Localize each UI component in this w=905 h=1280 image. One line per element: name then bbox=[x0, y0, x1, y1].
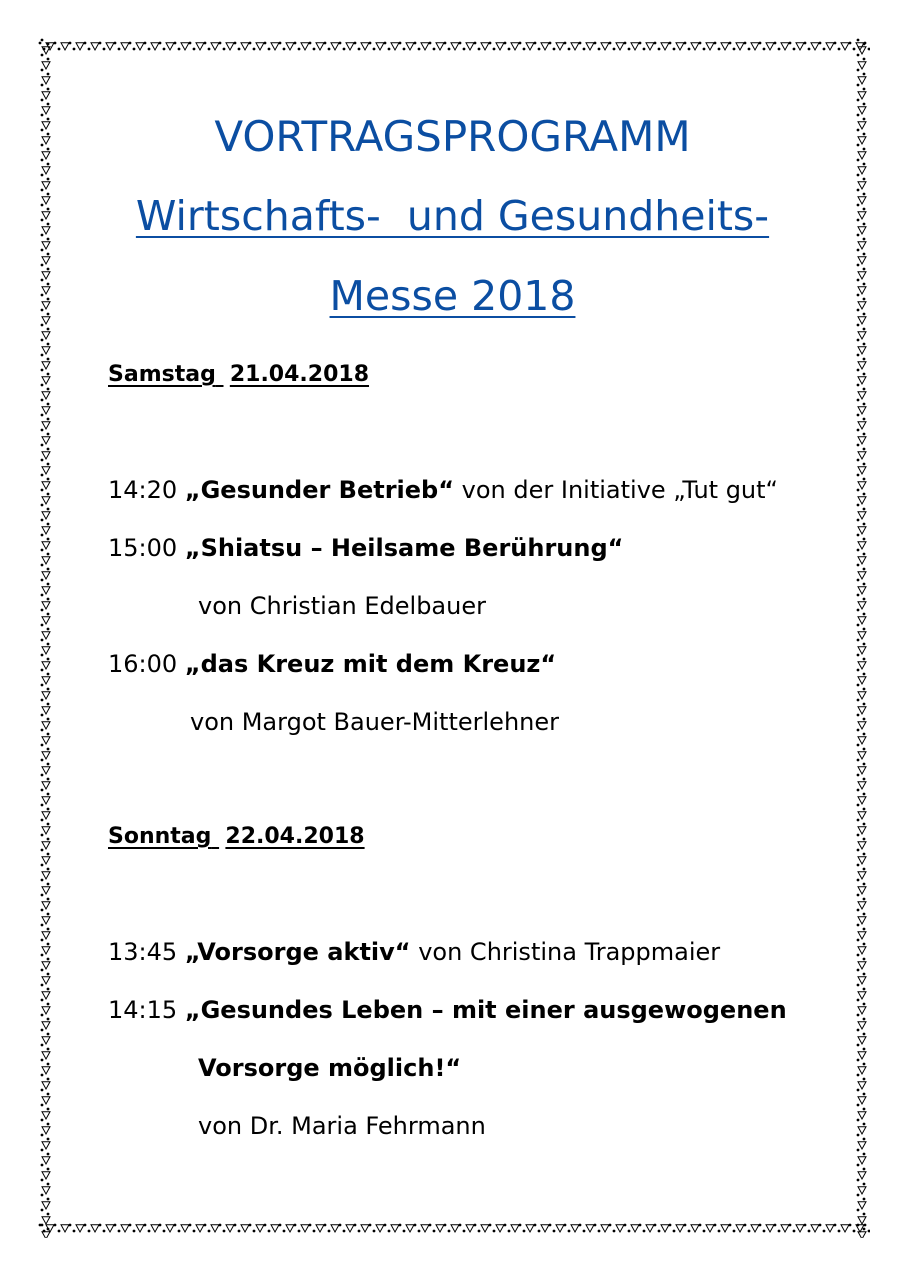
talk-speaker: von Dr. Maria Fehrmann bbox=[198, 1112, 486, 1140]
talk-title: „Gesunder Betrieb“ bbox=[184, 476, 455, 504]
talk-speaker: von Christian Edelbauer bbox=[198, 592, 486, 620]
talk-title: „Vorsorge aktiv“ bbox=[184, 938, 411, 966]
talk-row bbox=[108, 938, 720, 966]
talk-row bbox=[108, 650, 556, 678]
sunday-date: 22.04.2018 bbox=[225, 824, 365, 849]
saturday-heading bbox=[108, 362, 369, 387]
sunday-heading bbox=[108, 824, 365, 849]
title-line-3 bbox=[60, 272, 845, 320]
talk-time: 15:00 bbox=[108, 534, 178, 562]
talk-speaker: von Margot Bauer-Mitterlehner bbox=[190, 708, 559, 736]
talk-time: 16:00 bbox=[108, 650, 178, 678]
talk-row bbox=[108, 534, 623, 562]
talk-speaker: von Christina Trappmaier bbox=[418, 938, 721, 966]
talk-title: Vorsorge möglich!“ bbox=[198, 1054, 462, 1082]
talk-time: 14:15 bbox=[108, 996, 178, 1024]
talk-speaker: von der Initiative „Tut gut“ bbox=[461, 476, 778, 504]
talk-title: „Shiatsu – Heilsame Berührung“ bbox=[184, 534, 624, 562]
talk-row bbox=[108, 476, 778, 504]
talk-time: 13:45 bbox=[108, 938, 178, 966]
talk-time: 14:20 bbox=[108, 476, 178, 504]
border-right-pattern-icon bbox=[852, 36, 872, 1238]
talk-title: „Gesundes Leben – mit einer ausgewogenen bbox=[184, 996, 787, 1024]
talk-row bbox=[108, 996, 787, 1024]
title-line-2 bbox=[60, 192, 845, 240]
talk-title: „das Kreuz mit dem Kreuz“ bbox=[184, 650, 557, 678]
border-left-pattern-icon bbox=[36, 36, 56, 1238]
title-line-1: VORTRAGSPROGRAMM bbox=[214, 112, 691, 161]
title-line-2-text: Wirtschafts- und Gesundheits- bbox=[135, 192, 770, 240]
saturday-weekday: Samstag bbox=[108, 362, 216, 387]
border-bottom-pattern-icon bbox=[36, 1218, 870, 1238]
talk-title-continued bbox=[198, 1054, 461, 1082]
saturday-date: 21.04.2018 bbox=[229, 362, 370, 387]
title-line-3-text: Messe 2018 bbox=[329, 272, 576, 320]
border-top-pattern-icon bbox=[36, 36, 870, 56]
sunday-weekday: Sonntag bbox=[108, 824, 212, 849]
